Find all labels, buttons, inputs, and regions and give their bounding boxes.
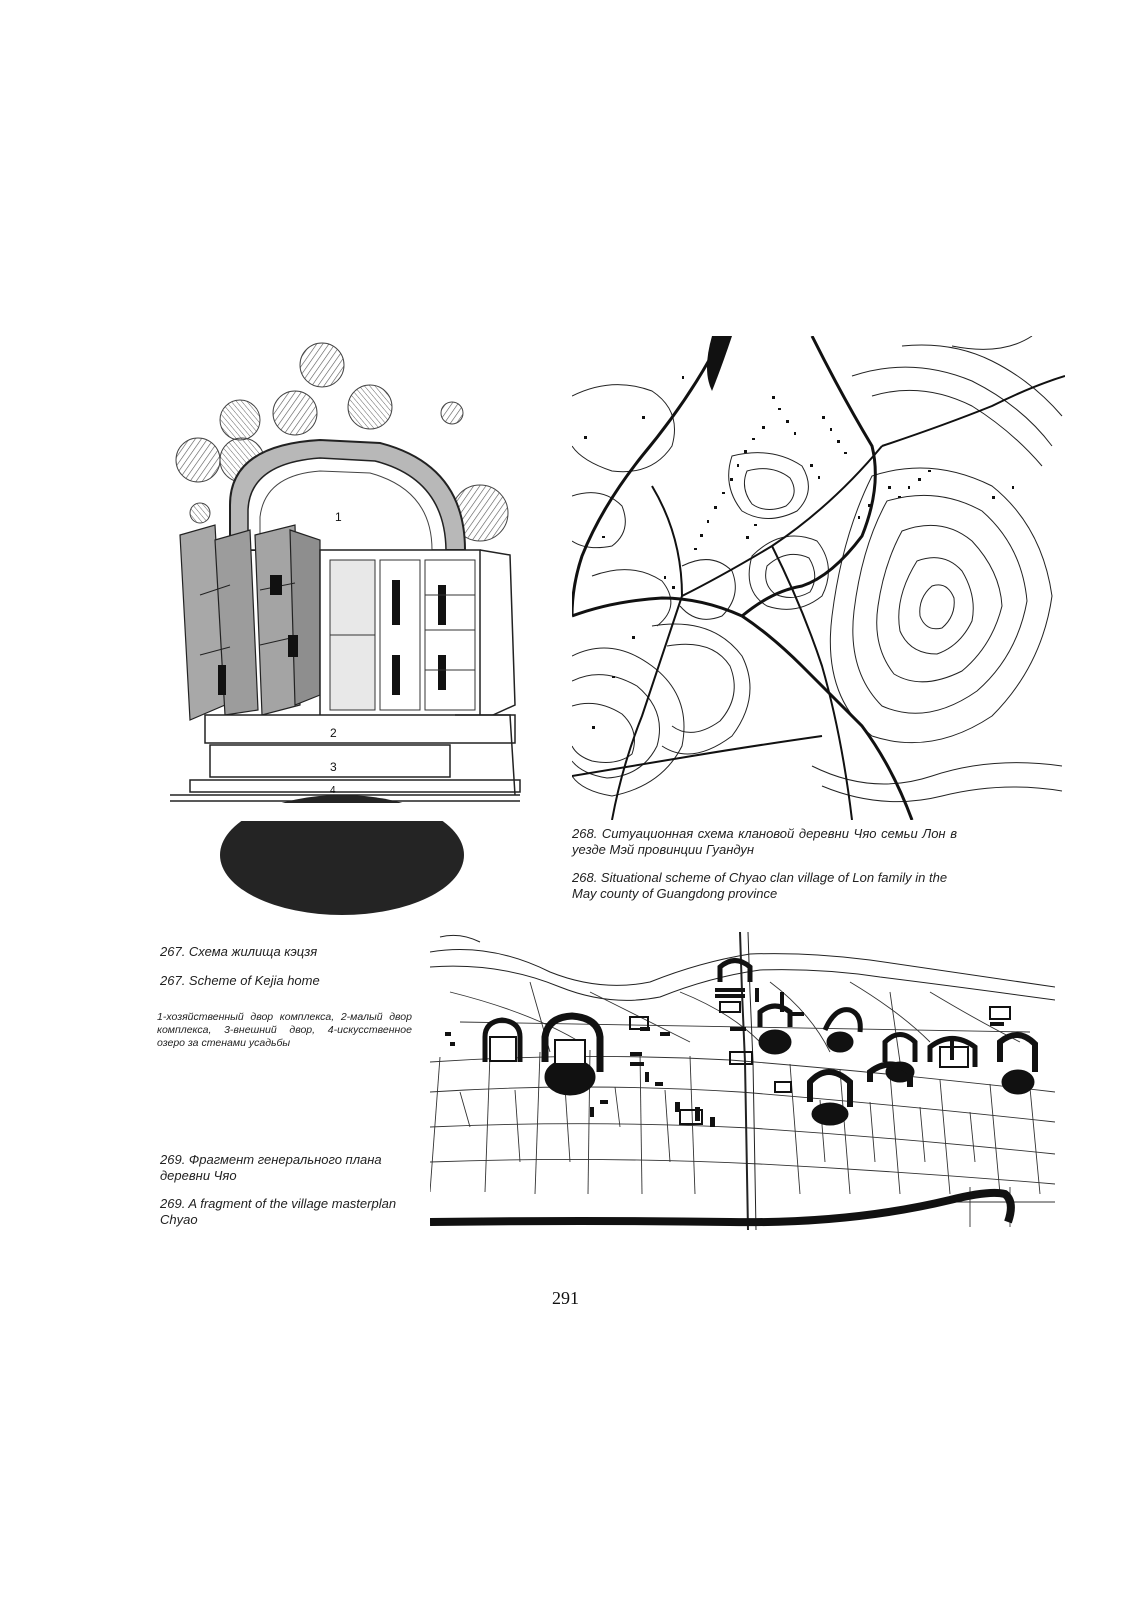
courtyard-plan — [320, 550, 515, 720]
caption-268 — [572, 826, 957, 902]
figure-269-village-masterplan — [430, 932, 1055, 1230]
roof-blocks — [180, 525, 320, 720]
label-2: 2 — [330, 726, 337, 740]
caption-269-en: 269. A fragment of the village masterplan Chyao — [160, 1196, 397, 1227]
caption-267-ru: 267. Схема жилища кэцзя — [160, 944, 318, 959]
caption-267 — [160, 944, 420, 989]
figure-268-situational-map — [572, 336, 1065, 820]
figure-267-kejia-home — [170, 335, 530, 935]
label-1: 1 — [335, 510, 342, 524]
label-4: 4 — [330, 785, 336, 796]
caption-269 — [160, 1152, 410, 1228]
caption-267-en: 267. Scheme of Kejia home — [160, 973, 320, 988]
caption-269-ru: 269. Фрагмент генерального плана деревни Чяо — [160, 1152, 382, 1183]
caption-268-en: 268. Situational scheme of Chyao clan village of Lon family in the May county of Guangdong province — [572, 870, 948, 901]
caption-268-ru: 268. Ситуационная схема клановой деревни Чяо семьи Лон в уезде Мэй провинции Гуандун — [572, 826, 957, 857]
page-number: 291 — [552, 1288, 579, 1308]
label-3: 3 — [330, 760, 337, 774]
legend-267: 1-хозяйственный двор комплекса, 2-малый двор комплекса, 3-внешний двор, 4-искусственное озеро за стенами усадьбы — [157, 1011, 412, 1049]
